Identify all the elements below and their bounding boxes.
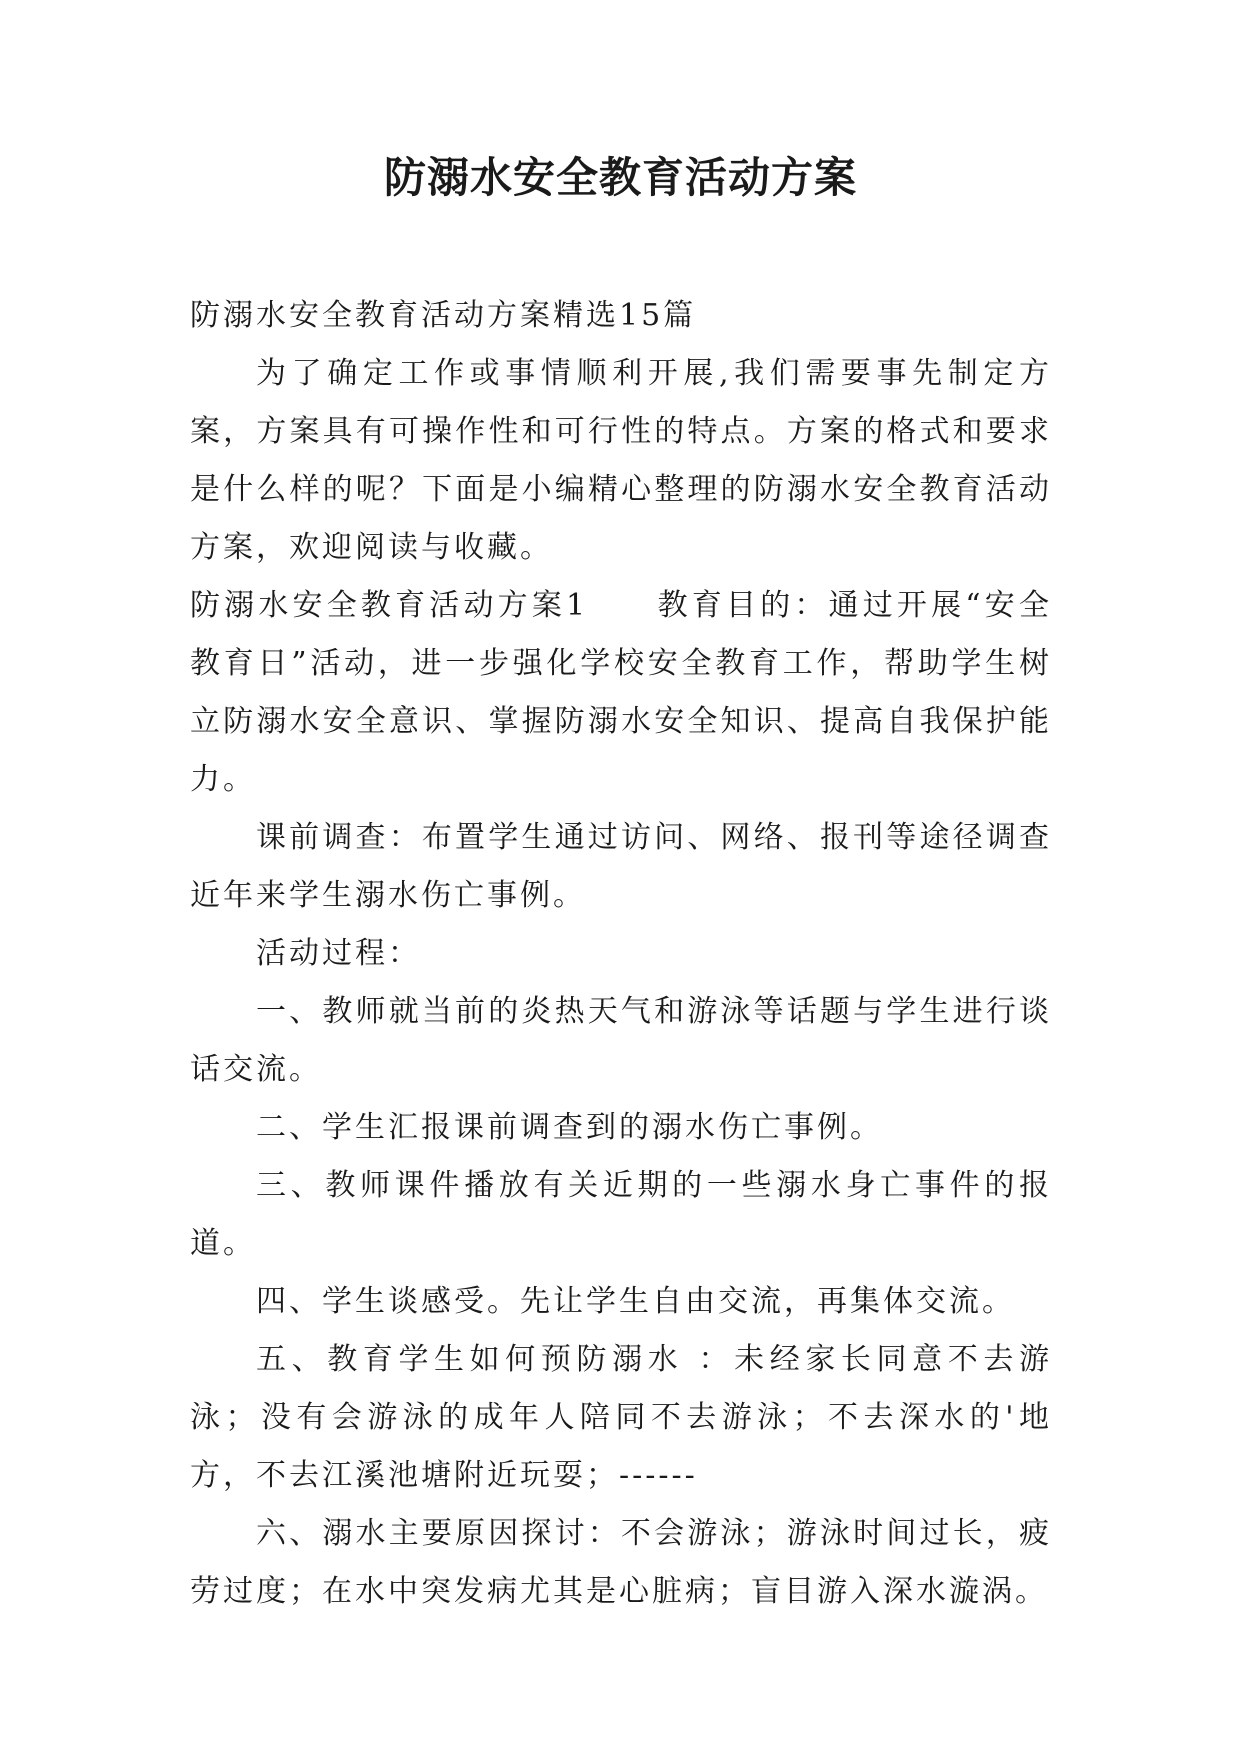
document-title: 防溺水安全教育活动方案: [383, 153, 857, 202]
paragraph-plan-1-goal: 防溺水安全教育活动方案1 教育目的：通过开展“安全教育日”活动，进一步强化学校安全教育工作，帮助学生树立防溺水安全意识、掌握防溺水安全知识、提高自我保护能力。: [190, 588, 1052, 797]
paragraph-process-heading: 活动过程：: [256, 936, 421, 971]
paragraph-subtitle: 防溺水安全教育活动方案精选15篇: [190, 298, 697, 333]
paragraph-step-3: 三、教师课件播放有关近期的一些溺水身亡事件的报道。: [190, 1168, 1052, 1261]
paragraph-pre-survey: 课前调查：布置学生通过访问、网络、报刊等途径调查近年来学生溺水伤亡事例。: [190, 820, 1052, 913]
paragraph-step-1: 一、教师就当前的炎热天气和游泳等话题与学生进行谈话交流。: [190, 994, 1052, 1087]
document-body: [190, 287, 1052, 1621]
paragraph-step-5: 五、教育学生如何预防溺水 ：未经家长同意不去游泳；没有会游泳的成年人陪同不去游泳；不去深水的'地方，不去江溪池塘附近玩耍；------: [190, 1342, 1052, 1493]
paragraph-intro: 为了确定工作或事情顺利开展,我们需要事先制定方案，方案具有可操作性和可行性的特点。方案的格式和要求是什么样的呢？下面是小编精心整理的防溺水安全教育活动方案，欢迎阅读与收藏。: [190, 356, 1052, 565]
paragraph-step-6: 六、溺水主要原因探讨：不会游泳；游泳时间过长，疲劳过度；在水中突发病尤其是心脏病；盲目游入深水漩涡。: [190, 1516, 1052, 1609]
paragraph-step-4: 四、学生谈感受。先让学生自由交流，再集体交流。: [256, 1284, 1015, 1319]
paragraph-step-2: 二、学生汇报课前调查到的溺水伤亡事例。: [256, 1110, 883, 1145]
